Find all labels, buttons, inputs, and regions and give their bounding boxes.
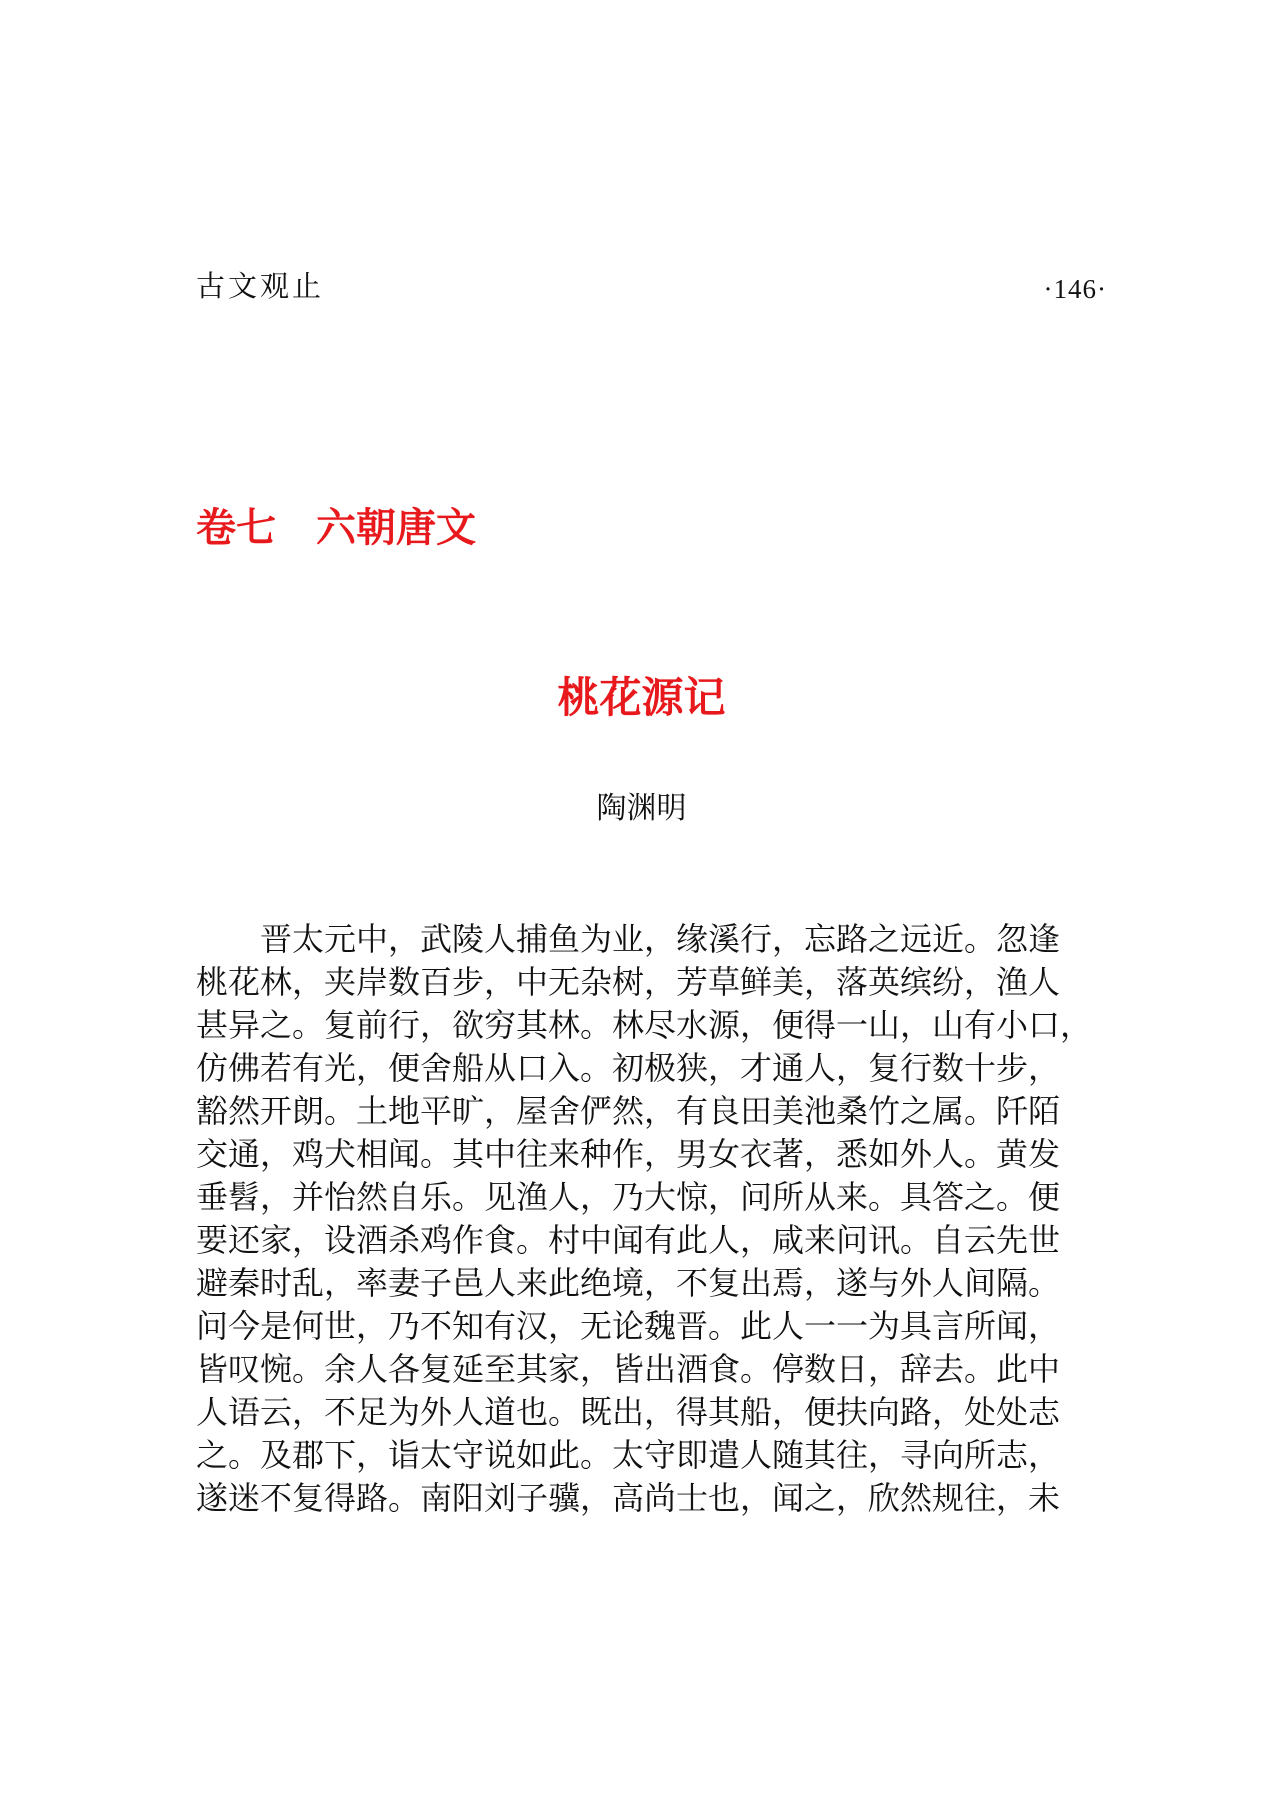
- text-line: 甚异之。复前行，欲穷其林。林尽水源，便得一山，山有小口，: [196, 1006, 1093, 1044]
- text-line: 皆叹惋。余人各复延至其家，皆出酒食。停数日，辞去。此中: [196, 1350, 1061, 1388]
- page-number: ·146·: [1043, 274, 1107, 304]
- text-line: 垂髫，并怡然自乐。见渔人，乃大惊，问所从来。具答之。便: [196, 1178, 1061, 1216]
- text-line: 要还家，设酒杀鸡作食。村中闻有此人，咸来问讯。自云先世: [196, 1221, 1061, 1259]
- essay-author: 陶渊明: [596, 791, 687, 826]
- text-line: 晋太元中，武陵人捕鱼为业，缘溪行，忘路之远近。忽逢: [260, 920, 1061, 958]
- text-line: 桃花林，夹岸数百步，中无杂树，芳草鲜美，落英缤纷，渔人: [196, 963, 1061, 1001]
- book-title: 古文观止: [196, 269, 325, 303]
- text-line: 之。及郡下，诣太守说如此。太守即遣人随其往，寻向所志，: [196, 1436, 1061, 1474]
- essay-body: [196, 918, 1096, 1520]
- essay-title: 桃花源记: [557, 673, 726, 722]
- text-line: 交通，鸡犬相闻。其中往来种作，男女衣著，悉如外人。黄发: [196, 1135, 1061, 1173]
- text-line: 遂迷不复得路。南阳刘子骥，高尚士也，闻之，欣然规往，未: [196, 1479, 1061, 1517]
- text-line: 人语云，不足为外人道也。既出，得其船，便扶向路，处处志: [196, 1393, 1061, 1431]
- chapter-title: 卷七 六朝唐文: [196, 505, 476, 551]
- text-line: 问今是何世，乃不知有汉，无论魏晋。此人一一为具言所闻，: [196, 1307, 1061, 1345]
- text-line: 豁然开朗。土地平旷，屋舍俨然，有良田美池桑竹之属。阡陌: [196, 1092, 1061, 1130]
- text-line: 仿佛若有光，便舍船从口入。初极狭，才通人，复行数十步，: [196, 1049, 1061, 1087]
- text-line: 避秦时乱，率妻子邑人来此绝境，不复出焉，遂与外人间隔。: [196, 1264, 1061, 1302]
